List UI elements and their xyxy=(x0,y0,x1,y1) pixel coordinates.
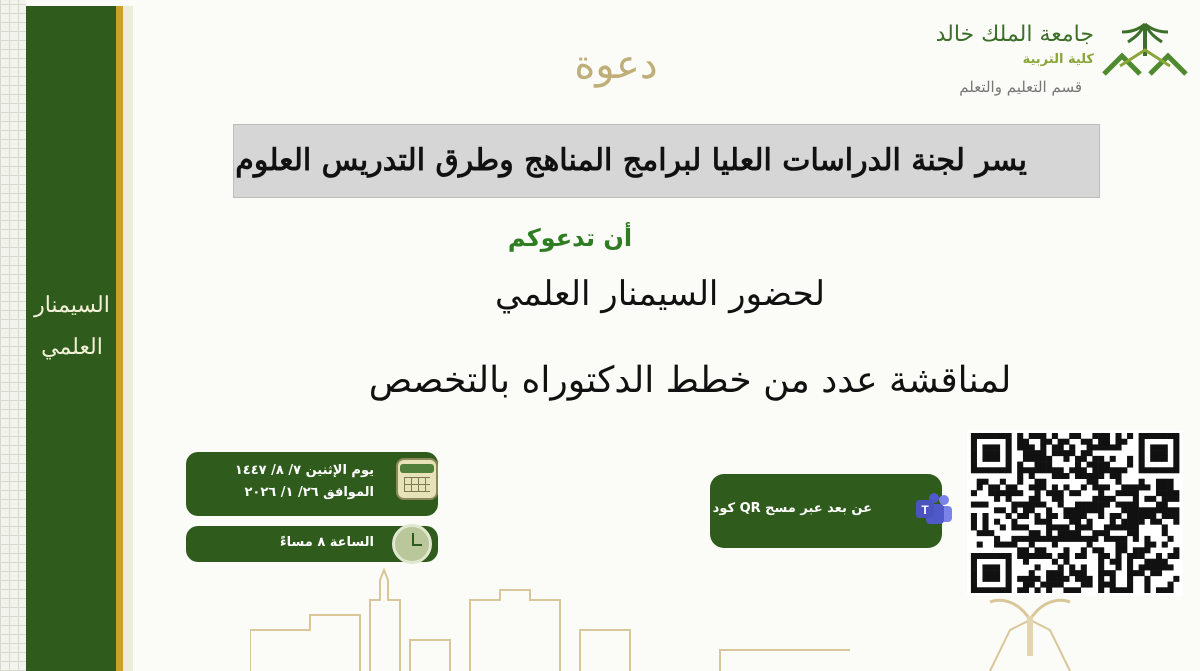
city-skyline-decoration xyxy=(250,560,1200,671)
time-text: الساعة ٨ مساءً xyxy=(279,535,374,550)
discussion-line: لمناقشة عدد من خطط الدكتوراه بالتخصص xyxy=(368,360,1012,401)
committee-banner xyxy=(233,124,1100,198)
invite-heading: أن تدعوكم xyxy=(507,224,633,252)
department-name: قسم التعليم والتعلم xyxy=(959,78,1082,96)
college-name: كلية التربية xyxy=(1022,52,1094,67)
side-title xyxy=(26,285,118,369)
date-hijri: يوم الإثنين ٧/ ٨/ ١٤٤٧ xyxy=(234,463,374,478)
palm-logo-icon xyxy=(1100,20,1190,80)
side-pale-stripe xyxy=(123,6,133,671)
side-title-line2: العلمي xyxy=(41,335,103,360)
invitation-calligraphy: دعوة xyxy=(574,42,658,88)
side-title-line1: السيمنار xyxy=(34,293,110,318)
date-gregorian: الموافق ٢٦/ ١/ ٢٠٢٦ xyxy=(244,485,374,500)
clock-icon xyxy=(392,524,432,564)
remote-text: عن بعد عبر مسح QR كود xyxy=(712,501,872,516)
svg-text:T: T xyxy=(921,503,929,517)
banner-text: يسر لجنة الدراسات العليا لبرامج المناهج وطرق التدريس العلوم xyxy=(235,143,1027,178)
microsoft-teams-icon xyxy=(914,492,954,528)
university-logo-block xyxy=(930,20,1190,110)
remote-attendance-badge xyxy=(710,474,942,548)
calendar-icon xyxy=(396,458,438,500)
university-name: جامعة الملك خالد xyxy=(935,22,1094,47)
decorative-pattern-strip xyxy=(0,0,26,671)
attend-line: لحضور السيمنار العلمي xyxy=(495,274,825,314)
